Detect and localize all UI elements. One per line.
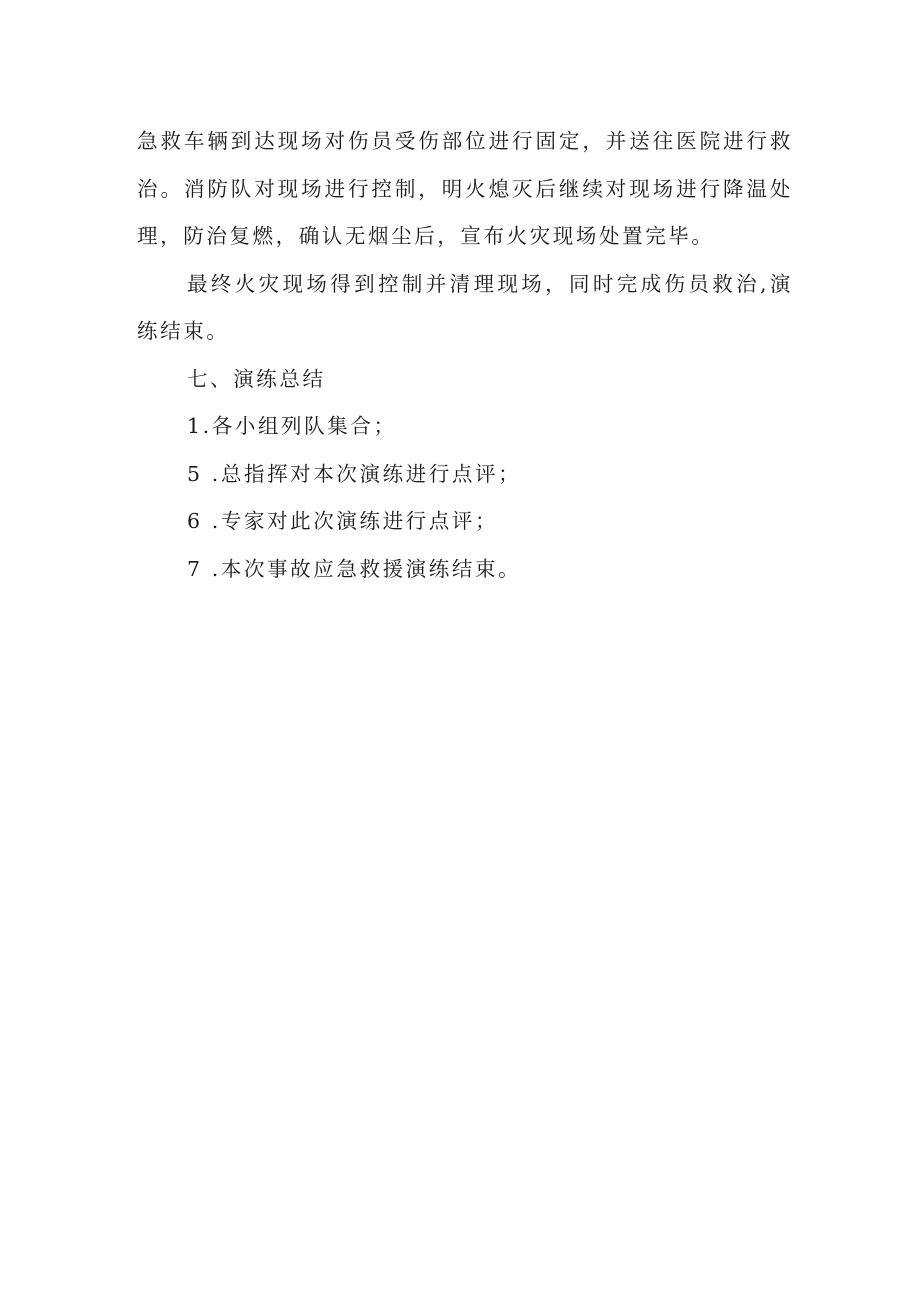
list-item: 5 .总指挥对本次演练进行点评； <box>187 461 522 486</box>
list-item: 6 .专家对此次演练进行点评； <box>187 509 499 533</box>
paragraph-drill-end: 最终火灾现场得到控制并清理现场，同时完成伤员救治,演练结束。 <box>137 271 793 343</box>
list-item: 1.各小组列队集合； <box>187 414 397 438</box>
paragraph-rescue-and-fire-control: 急救车辆到达现场对伤员受伤部位进行固定，并送往医院进行救治。消防队对现场进行控制，明火熄灭后继续对现场进行降温处理，防治复燃，确认无烟尘后，宣布火灾现场处置完毕。 <box>137 129 793 248</box>
section-heading: 七、演练总结 <box>187 366 326 391</box>
list-item: 7 .本次事故应急救援演练结束。 <box>187 556 522 581</box>
document-body <box>137 118 793 593</box>
